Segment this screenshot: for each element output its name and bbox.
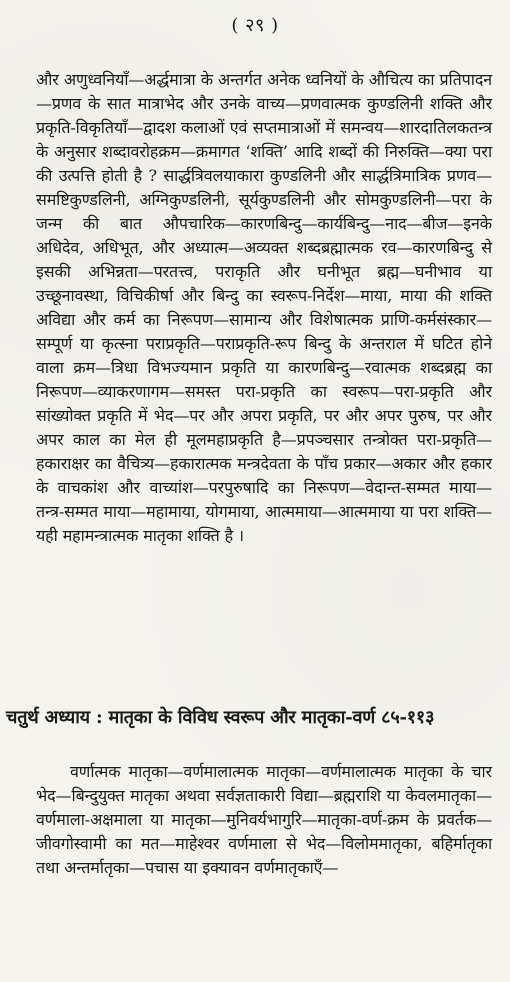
chapter-heading: चतुर्थ अध्याय : मातृका के विविध स्वरूप और मातृका-वर्ण ८५-११३ [6, 707, 435, 728]
chapter-text: वर्णात्मक मातृका—वर्णमालात्मक मातृका—वर्णमालात्मक मातृका के चार भेद—बिन्दुयुक्त मातृका अथवा सर्वज्ञताकारी विद्या—ब्रह्मराशि या केवलमातृका—वर्णमाला-अक्षमाला या मातृका—मुनिवर्यभागुरि—मातृका-वर्ण-क्रम के प्रवर्तक—जीवगोस्वामी का मत—माहेश्वर वर्णमाला से भेद—विलोममातृका, बहिर्मातृका तथा अन्तर्मातृका—पचास या इक्यावन वर्णमातृकाएँ— [36, 762, 492, 877]
chapter-contents [36, 760, 492, 880]
contents-text: और अणुध्वनियाँ—अर्द्धमात्रा के अन्तर्गत अनेक ध्वनियों के औचित्य का प्रतिपादन—प्रणव के सात मात्राभेद और उनके वाच्य—प्रणवात्मक कुण्डलिनी शक्ति और प्रकृति-विकृतियाँ—द्वादश कलाओं एवं सप्तमात्राओं में समन्वय—शारदातिलकतन्त्र के अनुसार शब्दावरोहक्रम—क्रमागत ‘शक्ति’ आदि शब्दों की निरुक्ति—क्या परा की उत्पत्ति होती है ? सार्द्धत्रिवलयाकारा कुण्डलिनी और सार्द्धत्रिमात्रिक प्रणव—समष्टिकुण्डलिनी, अग्निकुण्डलिनी, सूर्यकुण्डलिनी और सोमकुण्डलिनी—परा के जन्म की बात औपचारिक—कारणबिन्दु—कार्यबिन्दु—नाद—बीज—इनके अधिदेव, अधिभूत, और अध्यात्म—अव्यक्त शब्दब्रह्मात्मक रव—कारणबिन्दु से इसकी अभिन्नता—परतत्त्व, पराकृति और घनीभूत ब्रह्म—घनीभाव या उच्छूनावस्था, विचिकीर्षा और बिन्दु का स्वरूप-निर्देश—माया, माया की शक्ति अविद्या और कर्म का निरूपण—सामान्य और विशेषात्मक प्राणि-कर्मसंस्कार—सम्पूर्ण या कृत्स्ना पराप्रकृति—पराप्रकृति-रूप बिन्दु के अन्तराल में घटित होने वाला क्रम—त्रिधा विभज्यमान प्रकृति या कारणबिन्दु—रवात्मक शब्दब्रह्म का निरूपण—व्याकरणागम—समस्त परा-प्रकृति का स्वरूप—परा-प्रकृति और सांख्योक्त प्रकृति में भेद—पर और अपरा प्रकृति, पर और अपर पुरुष, पर और अपर काल का मेल ही मूलमहाप्रकृति है—प्रपञ्चसार तन्त्रोक्त परा-प्रकृति—हकाराक्षर का वैचित्र्य—हकारात्मक मन्त्रदेवता के पाँच प्रकार—अकार और हकार के वाचकांश और वाच्यांश—परपुरुषादि का निरूपण—वेदान्त-सम्मत माया—तन्त्र-सम्मत माया—महामाया, योगमाया, आत्ममाया—आत्ममाया या परा शक्ति—यही महामन्त्रात्मक मातृका शक्ति है । [36, 70, 492, 545]
contents-paragraph [36, 68, 492, 548]
page-number: ( २९ ) [231, 15, 279, 36]
